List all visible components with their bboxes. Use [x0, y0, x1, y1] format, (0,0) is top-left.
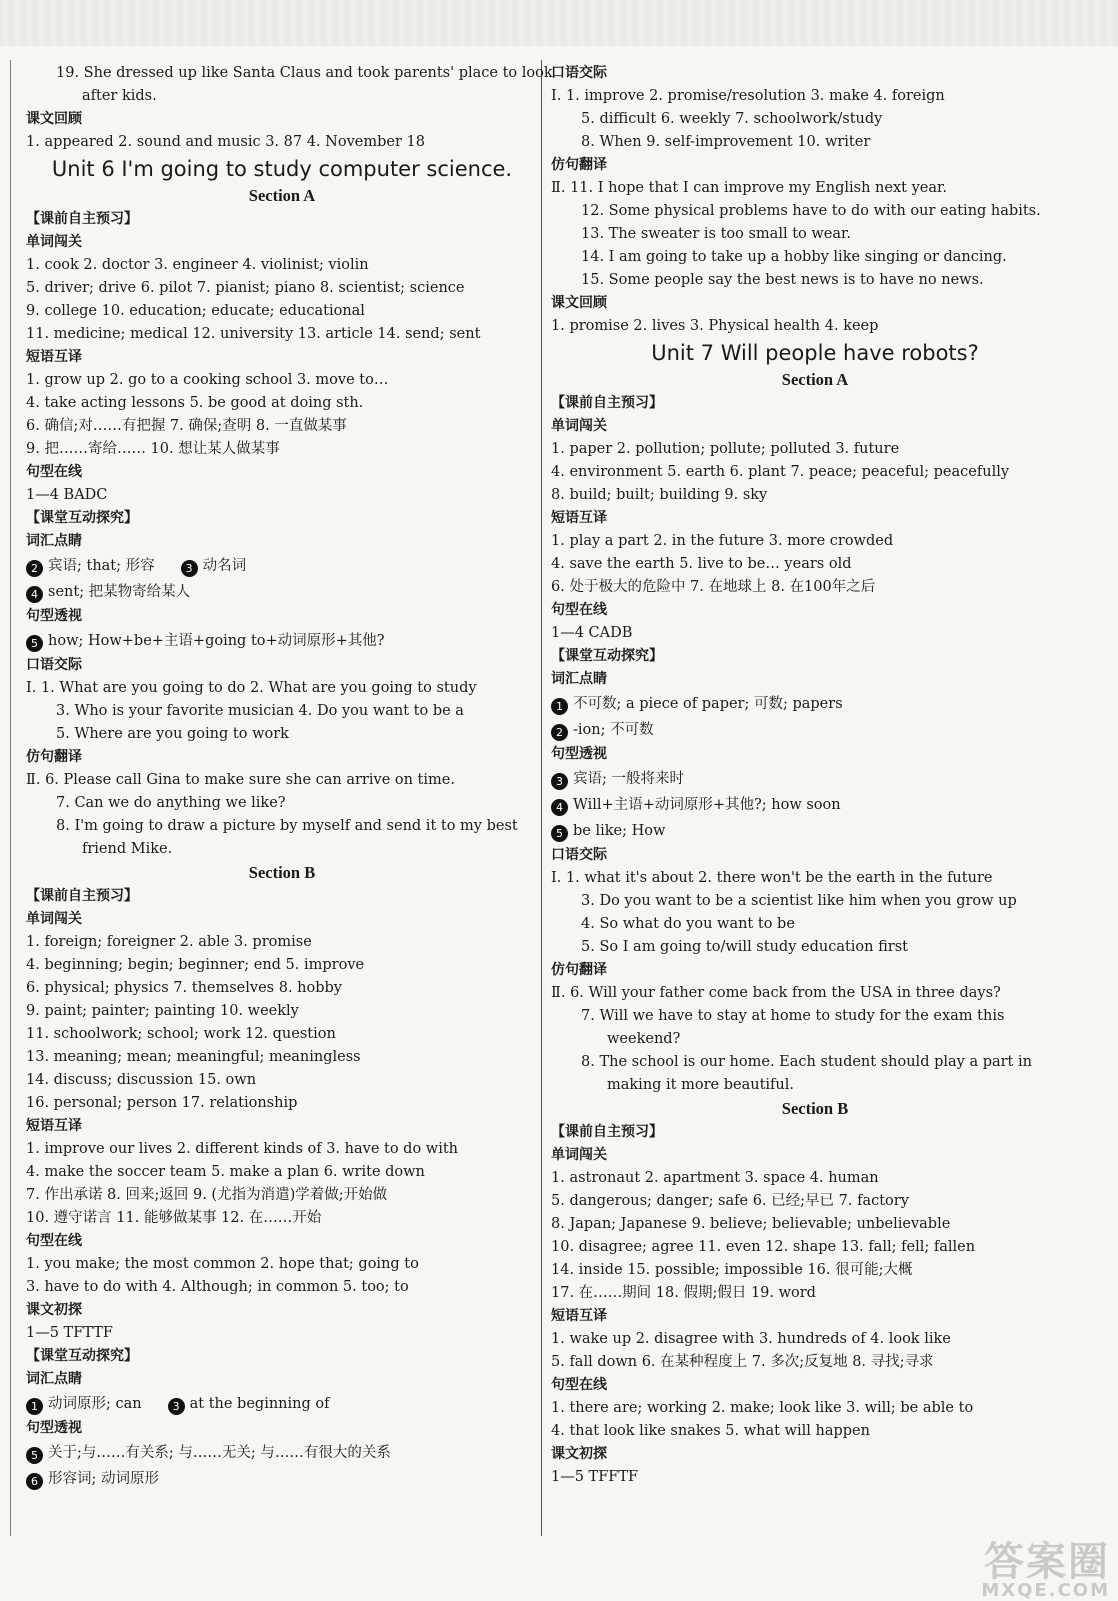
subsection-heading: 单词闯关	[26, 911, 82, 927]
answer-line: Ⅱ. 6. Please call Gina to make sure she can arrive on time.	[26, 772, 455, 788]
answer-line: 1. appeared 2. sound and music 3. 87 4. November 18	[26, 134, 425, 150]
note-text: how; How+be+主语+going to+动词原形+其他?	[48, 633, 385, 649]
answer-line: 3. have to do with 4. Although; in common 5. too; to	[26, 1279, 409, 1295]
answer-line: 8. Japan; Japanese 9. believe; believable; unbelievable	[551, 1216, 951, 1232]
number-badge: 5	[26, 1447, 43, 1464]
answer-line: 19. She dressed up like Santa Claus and took parents' place to look	[56, 65, 553, 81]
note-text: 动词原形; can	[48, 1396, 142, 1412]
answer-line: 1. promise 2. lives 3. Physical health 4. keep	[551, 318, 879, 334]
subsection-heading: 句型在线	[551, 602, 607, 618]
unit-title: Unit 7 Will people have robots?	[651, 341, 979, 365]
subsection-heading: 仿句翻译	[551, 157, 607, 173]
answer-line: 1. grow up 2. go to a cooking school 3. move to…	[26, 372, 389, 388]
subsection-heading: 短语互译	[551, 510, 607, 526]
answer-line: 11. schoolwork; school; work 12. question	[26, 1026, 336, 1042]
answer-line: 8. The school is our home. Each student should play a part in	[581, 1054, 1032, 1070]
subsection-heading: 单词闯关	[26, 234, 82, 250]
answer-line: 9. paint; painter; painting 10. weekly	[26, 1003, 299, 1019]
subsection-heading: 句型在线	[551, 1377, 607, 1393]
note-text: sent; 把某物寄给某人	[48, 584, 191, 600]
watermark-url: MXQE.COM	[981, 1580, 1110, 1601]
numbered-note	[26, 1440, 538, 1466]
numbered-note	[26, 553, 538, 579]
column-divider	[541, 60, 542, 1536]
answer-line: 5. So I am going to/will study education first	[581, 939, 908, 955]
answer-line: 13. The sweater is too small to wear.	[581, 226, 851, 242]
answer-line: 4. So what do you want to be	[581, 916, 795, 932]
left-margin-rule	[10, 60, 11, 1536]
answer-line: Ⅱ. 11. I hope that I can improve my English next year.	[551, 180, 947, 196]
answer-line: 1. play a part 2. in the future 3. more crowded	[551, 533, 894, 549]
answer-line: 4. environment 5. earth 6. plant 7. peace; peaceful; peacefully	[551, 464, 1010, 480]
numbered-note	[26, 1466, 538, 1492]
answer-line: Ⅰ. 1. What are you going to do 2. What are you going to study	[26, 680, 477, 696]
subsection-heading: 词汇点睛	[551, 671, 607, 687]
answer-line: weekend?	[607, 1031, 681, 1047]
answer-line: 9. 把……寄给…… 10. 想让某人做某事	[26, 441, 280, 457]
answer-line: 16. personal; person 17. relationship	[26, 1095, 298, 1111]
section-title: Section B	[248, 863, 316, 882]
answer-line: friend Mike.	[82, 841, 173, 857]
answer-line: 1—5 TFTTF	[26, 1325, 113, 1341]
unit-title: Unit 6 I'm going to study computer science.	[51, 157, 513, 181]
number-badge: 3	[551, 773, 568, 790]
answer-line: 9. college 10. education; educate; educational	[26, 303, 365, 319]
watermark-logo	[910, 1539, 1110, 1601]
number-badge: 2	[26, 560, 43, 577]
answer-line: 6. physical; physics 7. themselves 8. hobby	[26, 980, 342, 996]
watermark-text: 答案圈	[984, 1539, 1110, 1585]
section-title: Section B	[781, 1099, 849, 1118]
subsection-heading: 短语互译	[551, 1308, 607, 1324]
subsection-heading: 词汇点睛	[26, 1371, 82, 1387]
answer-line: 17. 在……期间 18. 假期;假日 19. word	[551, 1285, 816, 1301]
answer-line: 4. beginning; begin; beginner; end 5. improve	[26, 957, 365, 973]
answer-line: 5. driver; drive 6. pilot 7. pianist; piano 8. scientist; science	[26, 280, 465, 296]
number-badge: 1	[26, 1398, 43, 1415]
subsection-heading: 口语交际	[26, 657, 82, 673]
answer-line: 3. Do you want to be a scientist like him when you grow up	[581, 893, 1017, 909]
subsection-heading: 课文初探	[551, 1446, 607, 1462]
answer-line: 1—4 BADC	[26, 487, 108, 503]
subsection-heading: 词汇点睛	[26, 533, 82, 549]
numbered-note	[26, 579, 538, 605]
answer-line: 7. 作出承诺 8. 回来;返回 9. (尤指为消遣)学着做;开始做	[26, 1187, 388, 1203]
note-text: 不可数; a piece of paper; 可数; papers	[573, 696, 843, 712]
answer-line: 1. foreign; foreigner 2. able 3. promise	[26, 934, 312, 950]
answer-line: 13. meaning; mean; meaningful; meaningless	[26, 1049, 361, 1065]
answer-line: 1. cook 2. doctor 3. engineer 4. violinist; violin	[26, 257, 369, 273]
answer-line: 5. difficult 6. weekly 7. schoolwork/study	[581, 111, 883, 127]
answer-line: 7. Can we do anything we like?	[56, 795, 286, 811]
part-heading: 【课堂互动探究】	[26, 510, 138, 526]
right-column	[551, 62, 1079, 1489]
section-title: Section A	[248, 186, 316, 205]
subsection-heading: 单词闯关	[551, 418, 607, 434]
header-band	[0, 0, 1118, 46]
answer-line: 6. 处于极大的危险中 7. 在地球上 8. 在100年之后	[551, 579, 876, 595]
subsection-heading: 句型透视	[26, 1420, 82, 1436]
numbered-note	[551, 691, 1079, 717]
note-text: 关于;与……有关系; 与……无关; 与……有很大的关系	[48, 1445, 391, 1461]
subsection-heading: 句型透视	[551, 746, 607, 762]
answer-line: 5. fall down 6. 在某种程度上 7. 多次;反复地 8. 寻找;寻求	[551, 1354, 934, 1370]
numbered-note	[551, 818, 1079, 844]
answer-line: 8. When 9. self-improvement 10. writer	[581, 134, 871, 150]
part-heading: 【课前自主预习】	[551, 395, 663, 411]
part-heading: 【课前自主预习】	[26, 888, 138, 904]
numbered-note	[551, 717, 1079, 743]
answer-line: 1. paper 2. pollution; pollute; polluted 3. future	[551, 441, 900, 457]
number-badge: 1	[551, 698, 568, 715]
section-title: Section A	[781, 370, 849, 389]
number-badge: 2	[551, 724, 568, 741]
answer-line: Ⅰ. 1. improve 2. promise/resolution 3. make 4. foreign	[551, 88, 945, 104]
answer-line: 8. build; built; building 9. sky	[551, 487, 768, 503]
part-heading: 【课前自主预习】	[26, 211, 138, 227]
number-badge: 6	[26, 1473, 43, 1490]
subsection-heading: 课文初探	[26, 1302, 82, 1318]
note-text: be like; How	[573, 823, 666, 839]
note-text: 形容词; 动词原形	[48, 1471, 159, 1487]
answer-line: 1. there are; working 2. make; look like 3. will; be able to	[551, 1400, 974, 1416]
subsection-heading: 课文回顾	[551, 295, 607, 311]
note-text: at the beginning of	[189, 1396, 330, 1412]
numbered-note	[551, 792, 1079, 818]
answer-line: 4. save the earth 5. live to be… years old	[551, 556, 852, 572]
left-column	[26, 62, 553, 1492]
answer-line: 4. take acting lessons 5. be good at doing sth.	[26, 395, 364, 411]
numbered-note	[551, 766, 1079, 792]
note-text: 宾语; that; 形容	[48, 558, 155, 574]
answer-line: 1. you make; the most common 2. hope that; going to	[26, 1256, 419, 1272]
answer-line: after kids.	[82, 88, 157, 104]
number-badge: 4	[551, 799, 568, 816]
subsection-heading: 句型在线	[26, 464, 82, 480]
subsection-heading: 单词闯关	[551, 1147, 607, 1163]
answer-line: 3. Who is your favorite musician 4. Do you want to be a	[56, 703, 464, 719]
answer-line: 10. disagree; agree 11. even 12. shape 13. fall; fell; fallen	[551, 1239, 976, 1255]
answer-line: 14. discuss; discussion 15. own	[26, 1072, 257, 1088]
subsection-heading: 仿句翻译	[26, 749, 82, 765]
number-badge: 3	[168, 1398, 185, 1415]
answer-line: 11. medicine; medical 12. university 13. article 14. send; sent	[26, 326, 481, 342]
answer-line: Ⅱ. 6. Will your father come back from the USA in three days?	[551, 985, 1001, 1001]
answer-line: 1—4 CADB	[551, 625, 633, 641]
answer-line: making it more beautiful.	[607, 1077, 794, 1093]
answer-line: 5. dangerous; danger; safe 6. 已经;早已 7. factory	[551, 1193, 909, 1209]
subsection-heading: 短语互译	[26, 349, 82, 365]
subsection-heading: 句型透视	[26, 608, 82, 624]
answer-line: 1. wake up 2. disagree with 3. hundreds of 4. look like	[551, 1331, 951, 1347]
number-badge: 3	[181, 560, 198, 577]
subsection-heading: 短语互译	[26, 1118, 82, 1134]
numbered-note	[26, 1391, 538, 1417]
number-badge: 5	[551, 825, 568, 842]
answer-line: 6. 确信;对……有把握 7. 确保;查明 8. 一直做某事	[26, 418, 347, 434]
number-badge: 5	[26, 635, 43, 652]
answer-line: 14. inside 15. possible; impossible 16. 很可能;大概	[551, 1262, 913, 1278]
answer-line: 15. Some people say the best news is to have no news.	[581, 272, 984, 288]
answer-line: 1. improve our lives 2. different kinds of 3. have to do with	[26, 1141, 459, 1157]
subsection-heading: 口语交际	[551, 65, 607, 81]
subsection-heading: 句型在线	[26, 1233, 82, 1249]
answer-line: 1. astronaut 2. apartment 3. space 4. human	[551, 1170, 879, 1186]
answer-line: 10. 遵守诺言 11. 能够做某事 12. 在……开始	[26, 1210, 322, 1226]
answer-line: 12. Some physical problems have to do with our eating habits.	[581, 203, 1041, 219]
subsection-heading: 口语交际	[551, 847, 607, 863]
note-text: 动名词	[202, 558, 247, 574]
part-heading: 【课前自主预习】	[551, 1124, 663, 1140]
note-text: -ion; 不可数	[573, 722, 654, 738]
answer-line: 7. Will we have to stay at home to study for the exam this	[581, 1008, 1005, 1024]
subsection-heading: 仿句翻译	[551, 962, 607, 978]
note-text: 宾语; 一般将来时	[573, 771, 684, 787]
answer-line: 8. I'm going to draw a picture by myself and send it to my best	[56, 818, 518, 834]
part-heading: 【课堂互动探究】	[26, 1348, 138, 1364]
answer-line: 5. Where are you going to work	[56, 726, 289, 742]
answer-line: 1—5 TFFTF	[551, 1469, 639, 1485]
answer-line: Ⅰ. 1. what it's about 2. there won't be the earth in the future	[551, 870, 993, 886]
number-badge: 4	[26, 586, 43, 603]
answer-line: 4. that look like snakes 5. what will happen	[551, 1423, 870, 1439]
answer-line: 4. make the soccer team 5. make a plan 6. write down	[26, 1164, 425, 1180]
note-text: Will+主语+动词原形+其他?; how soon	[573, 797, 841, 813]
answer-line: 14. I am going to take up a hobby like singing or dancing.	[581, 249, 1007, 265]
numbered-note	[26, 628, 538, 654]
part-heading: 【课堂互动探究】	[551, 648, 663, 664]
subsection-heading: 课文回顾	[26, 111, 82, 127]
